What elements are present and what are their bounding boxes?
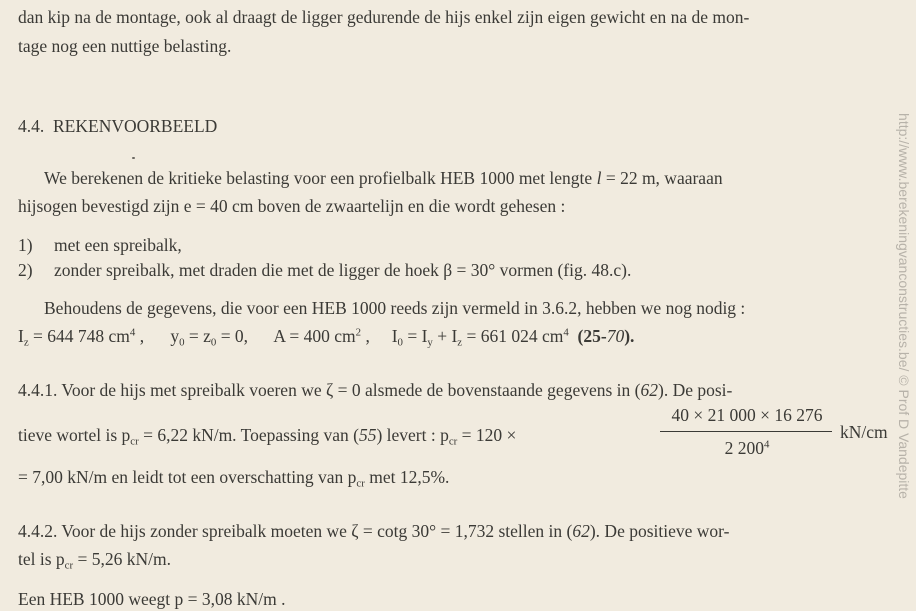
para1-line-2: hijsogen bevestigd zijn e = 40 cm boven de zwaartelijn en die wordt gehesen :: [18, 196, 566, 216]
watermark: [893, 68, 915, 543]
s441-line-2: tieve wortel is $p_{cr} = 6,22$ kN/m. Toepassing van (55) levert : $p_{cr} = 120$ ×: [18, 425, 517, 448]
fraction-bar: [660, 431, 832, 432]
intro-line-2: tage nog een nuttige belasting.: [18, 36, 232, 56]
fraction-denominator: 2 $200^4$: [724, 438, 770, 458]
para2-formula-line: $I_z = 644$ 748 $cm^4$ , $y_0 = z_0 = 0$, A = 400 $cm^2$ , $I_0 = I_y + I_z = 661$ 024 $cm^4$ (25-70).: [18, 326, 635, 349]
watermark-text: http://www.berekeningvanconstructies.be/ © Prof D Vandepitte: [896, 112, 912, 499]
s442-line-2: tel is $p_{cr} = 5,26$ kN/m.: [18, 549, 171, 572]
section-number: 4.4.: [18, 116, 45, 136]
s441-line-1: 4.4.1. Voor de hijs met spreibalk voeren we ζ = 0 alsmede de bovenstaande gegevens in (62). De posi-: [18, 380, 733, 400]
list-number: 2): [18, 260, 33, 280]
intro-line-1: dan kip na de montage, ook al draagt de ligger gedurende de hijs enkel zijn eigen gewicht en na de mon-: [18, 7, 750, 27]
list-text: met een spreibalk,: [54, 235, 182, 255]
fraction-unit: kN/cm: [840, 422, 888, 442]
section-title: REKENVOORBEELD: [53, 116, 218, 136]
s441-line-3: = 7,00 kN/m en leidt tot een overschatting van $p_{cr}$ met 12,5%.: [18, 467, 450, 490]
para1-line-1: We berekenen de kritieke belasting voor een profielbalk HEB 1000 met lengte l = 22 m, waaraan: [44, 168, 723, 188]
para2-line-1: Behoudens de gegevens, die voor een HEB 1000 reeds zijn vermeld in 3.6.2, hebben we nog nodig :: [44, 298, 746, 318]
list-item: [18, 262, 631, 280]
section-heading: [18, 118, 217, 136]
print-speck: [132, 157, 135, 159]
fraction-numerator: 40 × 21 000 × 16 276: [671, 405, 823, 425]
final-line: Een HEB 1000 weegt p = 3,08 kN/m .: [18, 589, 286, 609]
s442-line-1: 4.4.2. Voor de hijs zonder spreibalk moeten we ζ = cotg 30° = 1,732 stellen in (62). De positieve wor-: [18, 521, 730, 541]
list-number: 1): [18, 235, 33, 255]
list-text: zonder spreibalk, met draden die met de ligger de hoek β = 30° vormen (fig. 48.c).: [54, 260, 632, 280]
list-item: [18, 237, 182, 255]
